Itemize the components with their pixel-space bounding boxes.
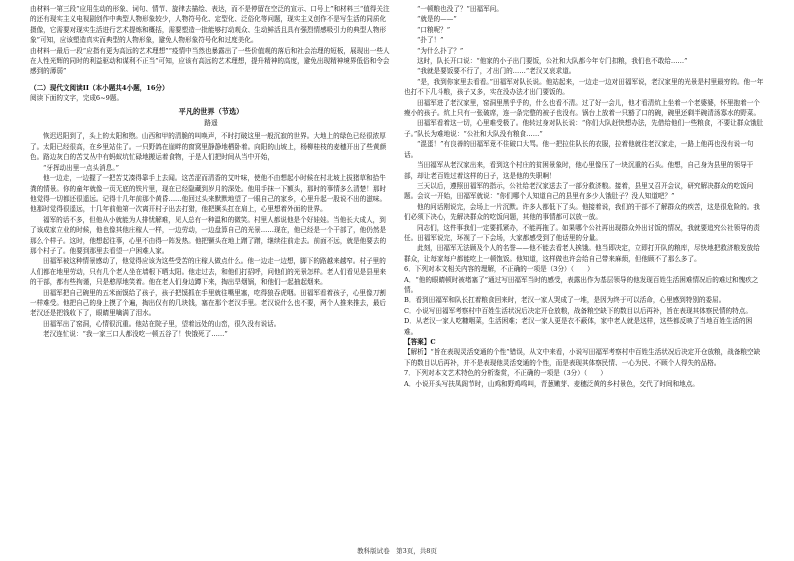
dialogue-line: “就是的——” <box>417 15 457 24</box>
q6-option-c: C．小说写田福军考察村中百姓生活状况后决定开仓放粮，战备粮空缺下的数目以后再补，旨在表现其体察民情的特点。 <box>404 306 752 315</box>
right-column <box>404 4 764 389</box>
story-paragraph: 同志们，这件事我们一定要抓紧办，不能再拖了。如果哪个公社再出现群众外出讨饭的情况，我就要追究公社领导的责任。田福军说完，环视了一下会场，大家都感受到了他话里的分量。 <box>404 223 760 242</box>
answer-label: 【答案】C <box>404 338 436 346</box>
story-paragraph: 当田福军从老汉家出来，看到这个村庄的贫困景象时，他心里像压了一块沉重的石头。他想，自己身为县里的领导干部，却让老百姓过着这样的日子，这是他的失职啊！ <box>404 161 754 180</box>
dialogue-line: “为什么扑了？” <box>417 46 464 55</box>
q7-option-a: A．小说开头写扶凤阁节时，山鸡和野鸡鸣叫，青葱嫩芽、麦穗泛黄的乡村景色，交代了时间和地点。 <box>404 379 699 388</box>
intro-paragraph-1: 由材料一第三段“应用生动的形象、词句、情节、旋律去描绘、表达，而不是停留在空泛的宣示、口号上”和材料三“值得关注的还有现实主义电视剧创作中典型人物形象较少，人物符号化、定型化、泛俗化等问题，现实主义创作不是写生活的同质化摄像，它需要对现实生活进行艺术提炼和概括，需要塑造一批能够打动观众、生动鲜活且具有强烈情感吸引力的典型人物形象”可知，应该塑造真实而典型的人物形象，避免人物形象符号化和过度美化。 <box>30 5 390 45</box>
story-paragraph: 老汉连忙说：“我一家三口人都没吃一顿五谷了！快饿死了……” <box>43 330 228 339</box>
story-title: 平凡的世界（节选） <box>178 106 244 116</box>
story-paragraph: “我就是要饭要不行了，才出门的……”老汉又哀求道。 <box>417 67 576 76</box>
q6-option-a: A．“他的眼睛顿时被堵塞了”通过写田福军当时的感受，表露出作为基层领导的他发现百姓生活困难情况后的难过和愧疚之情。 <box>404 275 759 294</box>
story-author: 路遥 <box>204 119 218 128</box>
story-paragraph: 恢迟迟阳到了，头上的太阳和煦。山西和甲的清脆的叫唤声，不时打破这里一般沉寂的世界。大地上的绿色已经很浓厚了。太阳已经很高，在乡里站住了。一只野鸽在崖畔的窗窝里静静地栖卧着。向阳的山坡上，杨柳桂枝的麦穗开出了些黄颜色。路边灰白的苦艾丛中有蚂蚁坑忙碌地搬运着食物，于是人们把时间从当中开始， <box>30 132 387 162</box>
story-paragraph: 田福军把自己碗里的五米面馍给了孩子，孩子把馍抓在手里就往嘴里塞，吃得狼吞虎咽。田福军看着孩子，心里像刀割一样难受。他把自己的身上摸了个遍，掏出仅有的几块钱，塞在那个老汉手里。老汉说什么也不要，两个人推来推去，最后老汉还是把钱收下了，眼睛里噙满了泪水。 <box>30 288 387 318</box>
intro-paragraph-2: 由材料一最后一段“应指有更为高远的艺术理想”“疫情中当然也暴露出了一些价值观的落后和社会治理的短板，展现出一些人在人性光辉的同时的利益驱动和谋利不正当”可知，应该有高远的艺术理想，提升精神的高度，避免出现精神境界低俗和令会感到的薄弱” <box>30 46 390 76</box>
q6-option-d: D．从老汉一家人吃糠咽菜，生活困难；老汉一家人更是衣不蔽体，家中老人就是这样，这些都反映了当地百姓生活的困难。 <box>404 317 753 336</box>
story-paragraph: 此刻，田福军无法顾及个人的名誉——他不能去看老人挨饿。他当即决定，立即打开队的粮库，尽快地把救济粮发放给群众，让每家每户都能吃上一顿饱饭。他知道，这样做也许会给自己带来麻烦，但他顾不了那么多了。 <box>404 244 760 263</box>
analysis: 【解析】“旨在表现灵活变通的个性”错误，从文中来看，小说写田福军考察村中百姓生活状况后决定开仓放粮，战备粮空缺下的数目以后再补，并不是表现他灵活变通的个性，而是表现其体察民情、一心为民、不顾个人得失的品格。 <box>404 348 761 367</box>
story-paragraph: 田福军被这种情景感动了，他觉得应该为这些受苦的庄稼人做点什么。他一边走一边想，脚下的路越来越窄。村子里的人们都在地里劳动，只有几个老人坐在墙根下晒太阳。他走过去，和他们打招呼，问他们的光景怎样。老人们看见是县里来的干部，都有些拘谨，只是憨厚地笑着。他在老人们身边蹲下来，掏出旱烟锅，和他们一起抽起烟来。 <box>30 257 387 287</box>
section-heading: （二）现代文阅读II（本小题共4小题，16分） <box>30 83 169 92</box>
q6-option-b: B．看到田福军和队长扛着粮食回来时，老汉一家人哭成了一堆，是因为终于可以活命，心里感到特别的委屈。 <box>404 296 726 305</box>
story-paragraph: 他的问话刚说完，会场上一片沉默。许多人都低下了头。他接着说，我们的干部不了解群众的疾苦，这是很危险的。我们必须下决心，先解决群众的吃饭问题，其他的事情都可以放一放。 <box>404 202 760 222</box>
dialogue-line: “扑了！” <box>417 36 444 45</box>
left-column <box>30 4 392 340</box>
question-6: 6．下列对本文相关内容的理解，不正确的一项是（3分）（ ） <box>404 265 594 274</box>
dialogue-line: “口粮呢？” <box>417 25 451 34</box>
dialogue-line: “一顿粮也没了？”田福军问。 <box>417 5 503 13</box>
story-paragraph: 田福军出了窑洞，心情很沉重。他站在院子里，望着远处的山峦，很久没有说话。 <box>43 319 281 328</box>
story-paragraph: 这时，队长开口说：“他家的小子出门要饭，公社和大队都今年专门扣粮，我们也不敢给……” <box>417 57 688 66</box>
story-paragraph: 他一边走，一边握了一把苦艾凑得靠手上去闻。这苦涩而清香的艾叶味，使他不由想起小时候在村北坡上拔猪草和拾牛粪的情景。你的童年就像一页无底的铁片里，现在已经隐藏到岁月的深处。他用手抹一下额头，那时的事情多么清楚！那时他觉得一切都还很遥远。记得十几年前那个黄昏……他回过头来默默地望了一眼自己的家乡，心里升起一股说不出的滋味。他那时觉得很遥远，十几年前他第一次离开村子出去打猎，他把镢头扛在肩上，心里想着外面的世界。 <box>30 174 387 214</box>
section-instruction: 阅读下面的文字，完成6~9题。 <box>30 94 124 103</box>
story-paragraph: 田福军进了老汉家里，窑洞里黑乎乎的，什么也看不清。过了好一会儿，他才看清炕上坐着一个老婆婆，怀里抱着一个瘦小的孩子。炕上只有一张破席，连一条完整的被子也没有。锅台上放着一只豁了口的碗，碗里还剩半碗清汤寡水的野菜。 <box>404 98 761 118</box>
story-paragraph: 田福军看着这一切，心里难受极了。他转过身对队长说：“你们大队赶快想办法，先借给他们一些粮食，不要让群众饿肚子。”队长为难地说：“公社和大队没有粮食……” <box>404 119 764 138</box>
story-paragraph: 福军的话不多，但他从小就能为人排忧解难，见人总有一种温和的微笑。村里人都说他是个好娃娃。当他长大成人，到了该成家立业的时候，他也像其他庄稼人一样，一边劳动，一边盘算自己的光景……现在，他已经是一个干部了，他仍然是那么个样子。这时，他想起往事，心里不由得一阵发热。他把镢头在地上蹭了蹭，继续往前走去。前面不远，就是他要去的那个村子了。他要到那里去看望一户困难人家。 <box>30 215 387 255</box>
story-paragraph: “牙挥动出里一点头消息。” <box>43 163 119 172</box>
question-7: 7．下列对本文艺术特色的分析鉴赏，不正确的一项是（3分）（ ） <box>404 369 607 378</box>
story-paragraph: “混蛋！”有良善的田福军竟不住破口大骂。他一把拉住队长的衣服，拉着他就往老汉家走，一路上他再也没有说一句话。 <box>404 140 754 159</box>
story-paragraph: “是，我到你家里去看看。”田福军对队长说。他站起来，一边走一边对田福军说，老汉家里的光景是村里最穷的。他一年也打不下几斗粮，孩子又多，实在没办法才出门要饭的。 <box>404 77 764 97</box>
page-footer: 教科版试卷 第3页，共8页 <box>357 547 437 555</box>
story-paragraph: 三天以后，遵照田福军的指示，公社给老汉家送去了一部分救济粮。接着，县里又召开会议，研究解决群众的吃饭问题。会议一开始，田福军就说：“你们哪个人知道自己的县里有多少人饿肚子？没人知道吧？” <box>404 181 754 201</box>
